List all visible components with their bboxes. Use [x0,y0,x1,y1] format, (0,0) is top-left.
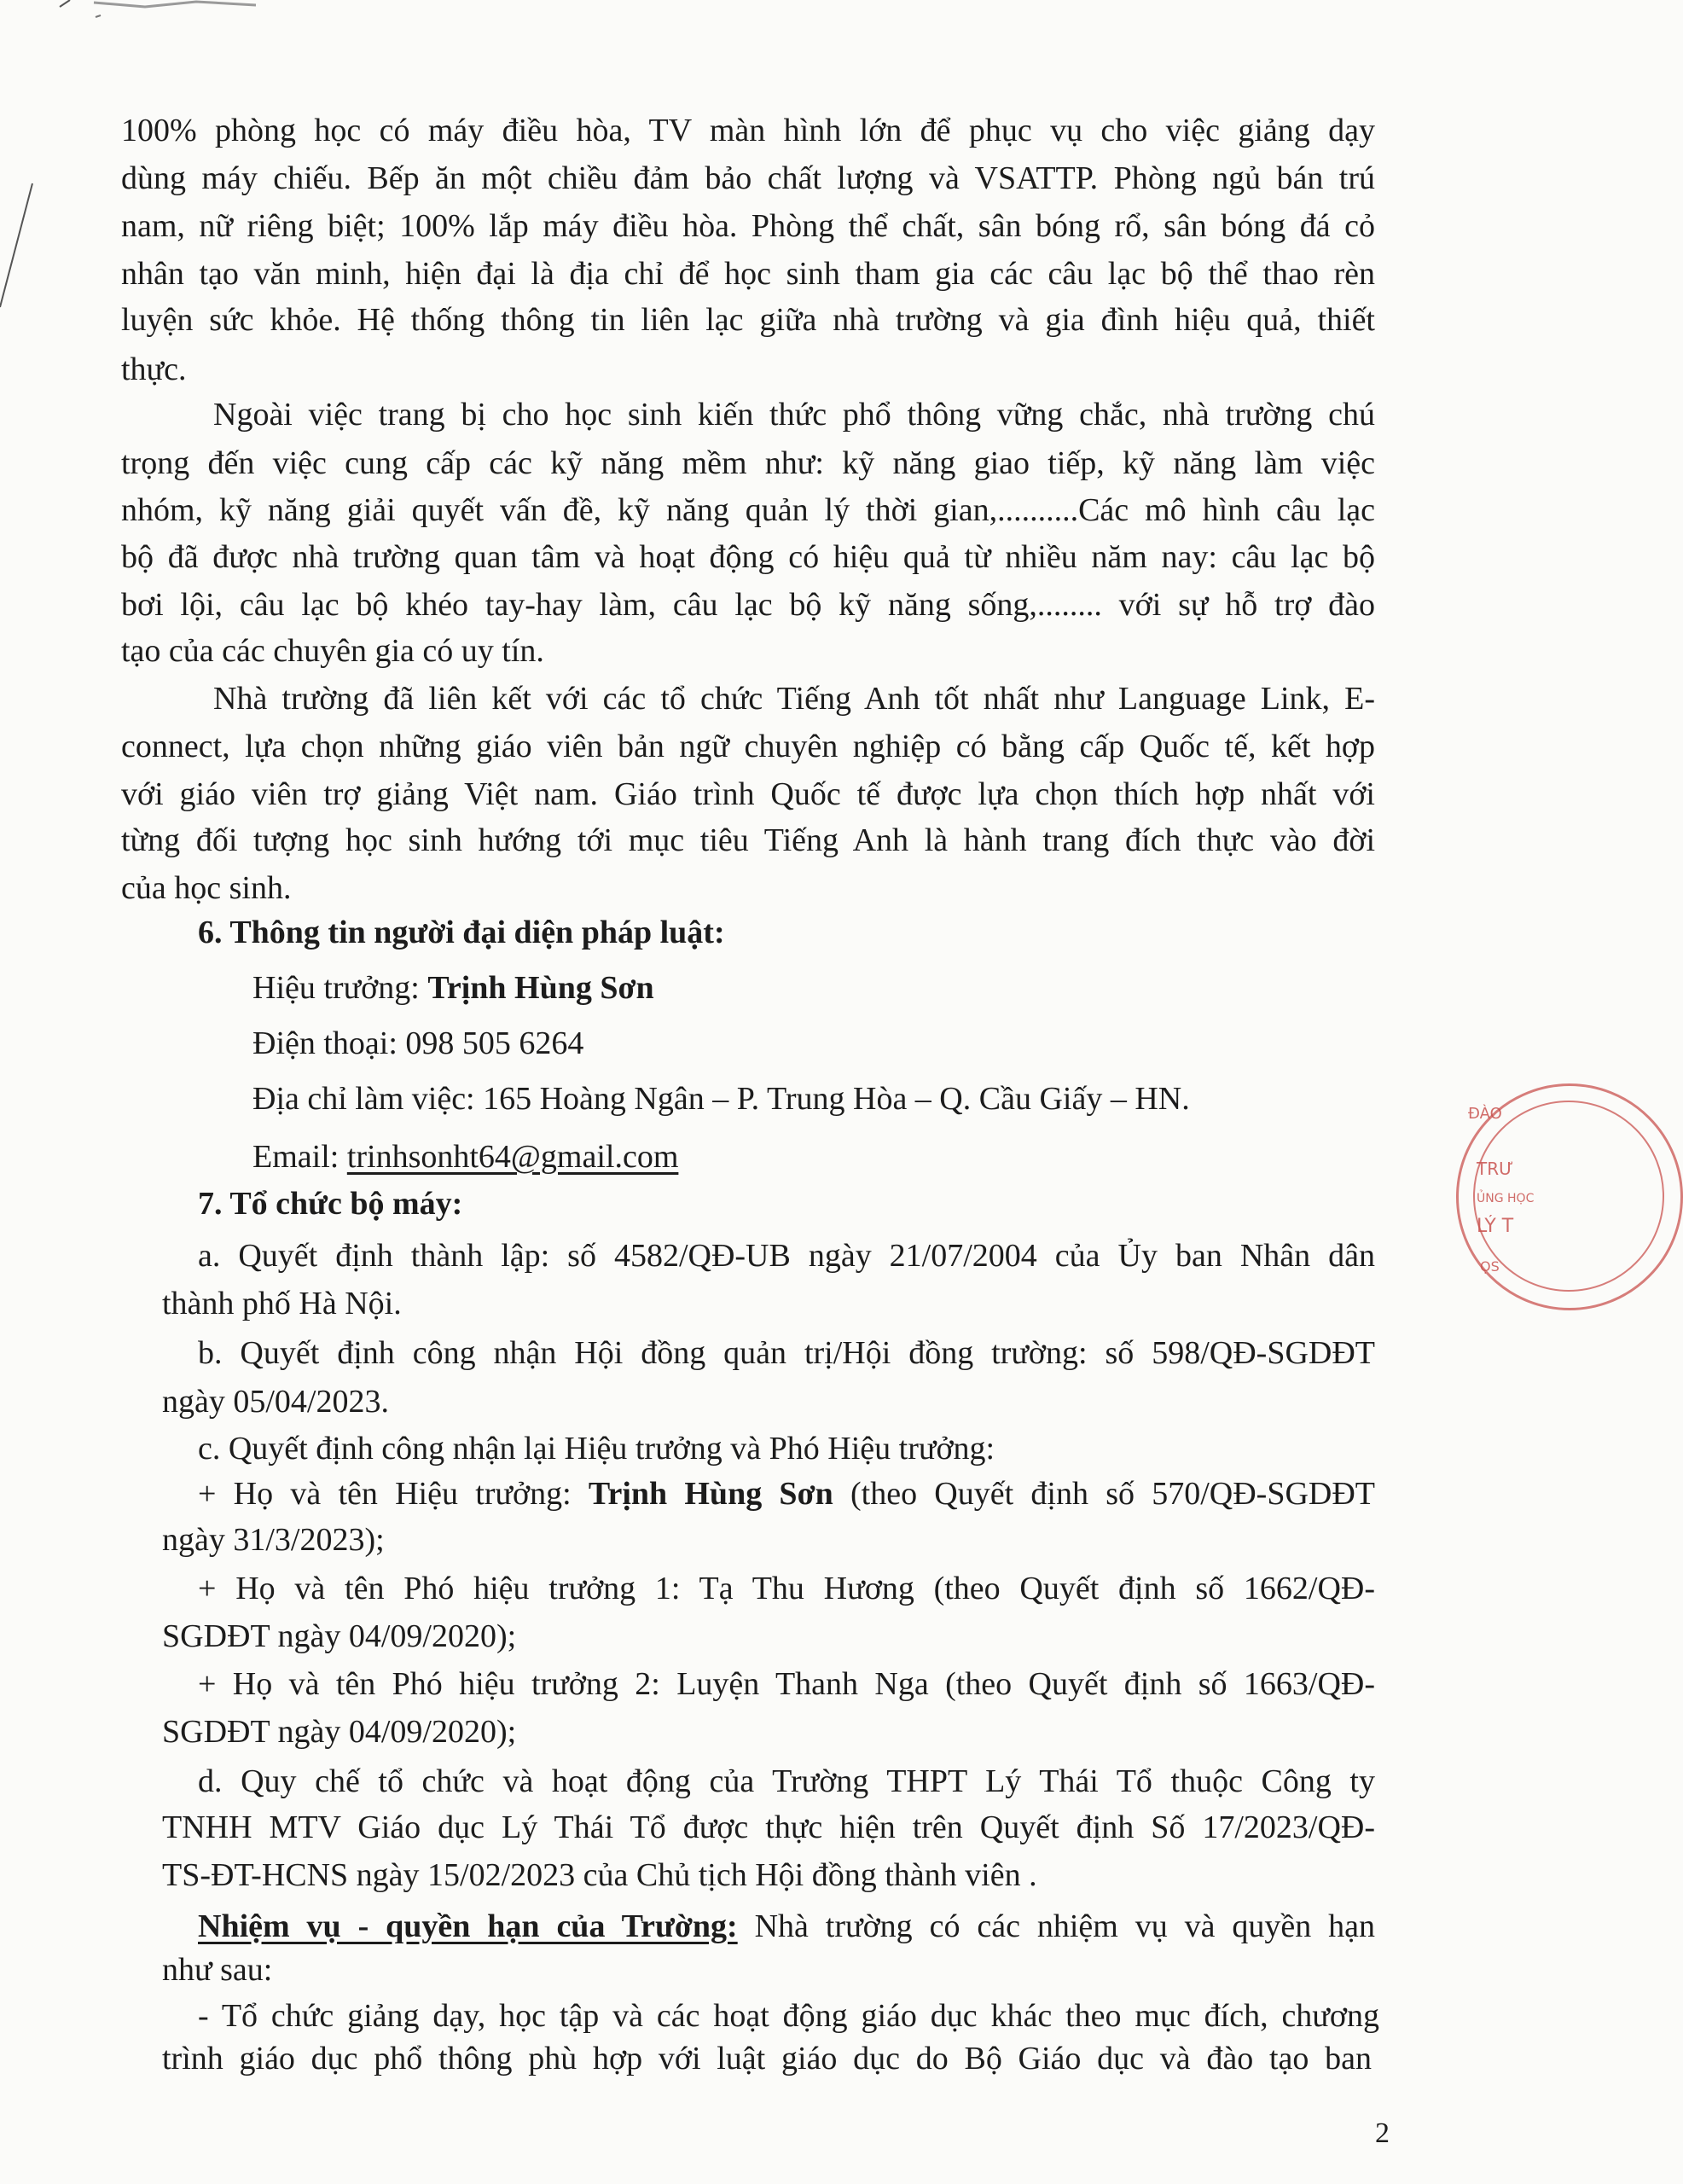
scan-edge-mark [0,0,136,307]
duty-heading: Nhiệm vụ - quyền hạn của Trường: [198,1908,738,1944]
body-line: SGDĐT ngày 04/09/2020); [162,1618,517,1654]
body-line: nhóm, kỹ năng giải quyết vấn đề, kỹ năng quản lý thời gian,..........Các mô hình câu lạc [121,492,1375,528]
body-line: như sau: [162,1952,273,1988]
body-line: Ngoài việc trang bị cho học sinh kiến thức phổ thông vững chắc, nhà trường chú [213,397,1375,433]
email-line [252,1137,678,1176]
body-line: connect, lựa chọn những giáo viên bản ngữ chuyên nghiệp có bằng cấp Quốc tế, kết hợp [121,729,1375,764]
section-heading: 6. Thông tin người đại diện pháp luật: [198,915,725,950]
page-number: 2 [1375,2117,1390,2149]
body-line: + Họ và tên Phó hiệu trưởng 1: Tạ Thu Hương (theo Quyết định số 1662/QĐ- [198,1571,1375,1606]
duty-intro: Nhà trường có các nhiệm vụ và quyền hạn [737,1908,1375,1944]
body-line: 100% phòng học có máy điều hòa, TV màn hình lớn để phục vụ cho việc giảng dạy [121,113,1375,148]
body-line: tạo của các chuyên gia có uy tín. [121,633,544,669]
principal-prefix: + Họ và tên Hiệu trưởng: [198,1476,589,1512]
body-line: từng đối tượng học sinh hướng tới mục tiêu Tiếng Anh là hành trang đích thực vào đời [121,822,1375,858]
body-line: b. Quyết định công nhận Hội đồng quản trị/Hội đồng trường: số 598/QĐ-SGDĐT [198,1335,1375,1371]
body-line: TNHH MTV Giáo dục Lý Thái Tổ được thực hiện trên Quyết định Số 17/2023/QĐ- [162,1809,1375,1845]
body-line: Nhà trường đã liên kết với các tổ chức Tiếng Anh tốt nhất như Language Link, E- [213,681,1375,717]
body-line: dùng máy chiếu. Bếp ăn một chiều đảm bảo chất lượng và VSATTP. Phòng ngủ bán trú [121,160,1375,196]
official-stamp [1446,1066,1535,1305]
body-line: d. Quy chế tổ chức và hoạt động của Trường THPT Lý Thái Tổ thuộc Công ty [198,1763,1375,1799]
body-line: a. Quyết định thành lập: số 4582/QĐ-UB ngày 21/07/2004 của Ủy ban Nhân dân [198,1238,1375,1274]
principal-line [252,968,654,1008]
scan-top-smudge [94,0,264,17]
stamp-text: ĐÀO [1468,1105,1502,1123]
stamp-text: TRƯ [1477,1159,1514,1179]
principal-label: Hiệu trưởng: [252,970,428,1006]
body-line: ngày 31/3/2023); [162,1522,385,1558]
body-line: ngày 05/04/2023. [162,1384,389,1420]
email-link[interactable]: trinhsonht64@gmail.com [346,1139,679,1175]
body-line: trình giáo dục phổ thông phù hợp với luật giáo dục do Bộ Giáo dục và đào tạo ban [162,2041,1372,2077]
stamp-text: LÝ T [1477,1216,1514,1237]
body-line: với giáo viên trợ giảng Việt nam. Giáo trình Quốc tế được lựa chọn thích hợp nhất với [121,776,1375,812]
principal-name: Trịnh Hùng Sơn [427,970,654,1006]
address-line: Địa chỉ làm việc: 165 Hoàng Ngân – P. Trung Hòa – Q. Cầu Giấy – HN. [252,1081,1190,1117]
body-line: của học sinh. [121,870,292,906]
section-heading: 7. Tổ chức bộ máy: [198,1186,463,1222]
body-line: + Họ và tên Phó hiệu trưởng 2: Luyện Thanh Nga (theo Quyết định số 1663/QĐ- [198,1666,1375,1702]
principal-suffix: (theo Quyết định số 570/QĐ-SGDĐT [833,1476,1375,1512]
phone-line: Điện thoại: 098 505 6264 [252,1025,584,1061]
body-line: trọng đến việc cung cấp các kỹ năng mềm như: kỹ năng giao tiếp, kỹ năng làm việc [121,445,1375,481]
body-line: nhân tạo văn minh, hiện đại là địa chỉ để học sinh tham gia các câu lạc bộ thể thao rèn [121,256,1375,292]
body-line: nam, nữ riêng biệt; 100% lắp máy điều hòa. Phòng thể chất, sân bóng rổ, sân bóng đá cỏ [121,208,1375,244]
body-line: - Tổ chức giảng dạy, học tập và các hoạt động giáo dục khác theo mục đích, chương [198,1998,1379,2034]
email-label: Email: [252,1139,347,1175]
body-line: c. Quyết định công nhận lại Hiệu trưởng và Phó Hiệu trưởng: [198,1431,995,1467]
body-line: SGDĐT ngày 04/09/2020); [162,1714,517,1750]
body-line: bộ đã được nhà trường quan tâm và hoạt động có hiệu quả từ nhiều năm nay: câu lạc bộ [121,539,1375,575]
body-line [198,1474,1375,1513]
body-line: bơi lội, câu lạc bộ khéo tay-hay làm, câu lạc bộ kỹ năng sống,........ với sự hỗ trợ đào [121,587,1375,623]
body-line: thành phố Hà Nội. [162,1286,402,1321]
duty-line [198,1907,1375,1946]
body-line: TS-ĐT-HCNS ngày 15/02/2023 của Chủ tịch Hội đồng thành viên . [162,1857,1037,1893]
stamp-text: ỌS [1480,1258,1500,1275]
stamp-text: ỦNG HỌC [1477,1192,1535,1205]
body-line: thực. [121,351,187,387]
principal-name: Trịnh Hùng Sơn [588,1476,833,1512]
body-line: luyện sức khỏe. Hệ thống thông tin liên lạc giữa nhà trường và gia đình hiệu quả, thiết [121,302,1375,338]
